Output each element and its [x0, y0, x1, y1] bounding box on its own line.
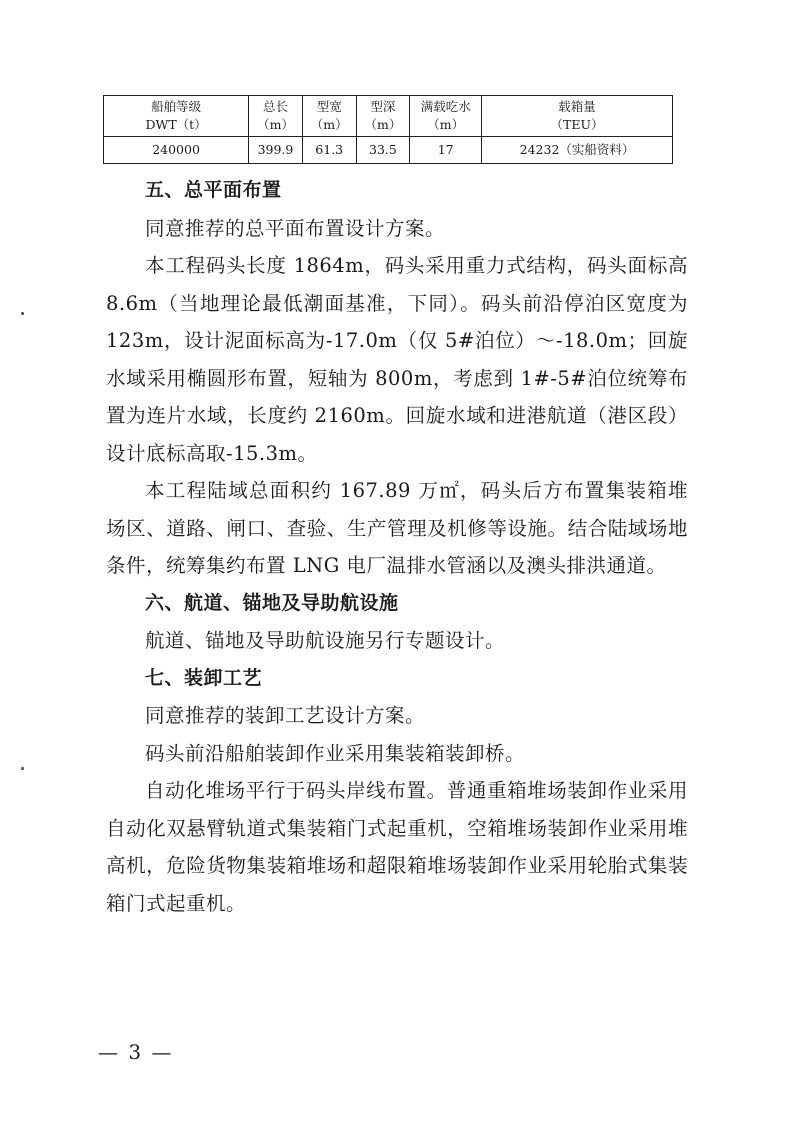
section-heading-channel: 六、航道、锚地及导助航设施 [145, 591, 399, 614]
header-cell-depth: 型深 （m） [356, 96, 410, 137]
paragraph: 码头前沿船舶装卸作业采用集装箱装卸桥。 [145, 741, 526, 765]
header-cell-ship-class: 船舶等级 DWT（t） [104, 96, 249, 137]
scan-speck [21, 767, 24, 770]
page-number: — 3 — [98, 1040, 174, 1064]
table-row [104, 137, 673, 164]
section-heading-layout: 五、总平面布置 [145, 179, 282, 201]
table-cell: 24232（实船资料） [482, 137, 673, 164]
header-cell-capacity: 载箱量 （TEU） [482, 96, 673, 137]
paragraph: 本工程码头长度 1864m，码头采用重力式结构，码头面标高 8.6m（当地理论最低潮面基准，下同）。码头前沿停泊区宽度为 123m，设计泥面标高为-17.0m（仅 5#泊位）～-18.0m；回旋水域采用椭圆形布置，短轴为 800m，考虑到 1#-5#泊位统筹布置为连片水域，长度约 2160m。回旋水域和进港航道（港区段）设计底标高取-15.3m。 [106, 254, 688, 465]
table-cell: 17 [410, 137, 482, 164]
table-header-row [104, 96, 673, 137]
vessel-spec-table [103, 95, 673, 164]
paragraph: 同意推荐的总平面布置设计方案。 [145, 216, 446, 240]
paragraph: 同意推荐的装卸工艺设计方案。 [145, 704, 426, 727]
paragraph: 本工程陆域总面积约 167.89 万㎡，码头后方布置集装箱堆场区、道路、闸口、查验、生产管理及机修等设施。结合陆域场地条件，统筹集约布置 LNG 电厂温排水管涵以及澳头排洪通道。 [106, 479, 688, 577]
table-cell: 399.9 [249, 137, 303, 164]
header-cell-draft: 满载吃水 （m） [410, 96, 482, 137]
table-cell: 61.3 [302, 137, 356, 164]
section-heading-handling: 七、装卸工艺 [145, 666, 263, 689]
scan-speck [21, 312, 24, 315]
table-cell: 240000 [104, 137, 249, 164]
document-body [106, 172, 688, 922]
paragraph: 航道、锚地及导助航设施另行专题设计。 [145, 629, 506, 652]
table-cell: 33.5 [356, 137, 410, 164]
header-cell-breadth: 型宽 （m） [302, 96, 356, 137]
header-cell-length: 总长 （m） [249, 96, 303, 137]
paragraph: 自动化堆场平行于码头岸线布置。普通重箱堆场装卸作业采用自动化双悬臂轨道式集装箱门式起重机，空箱堆场装卸作业采用堆高机，危险货物集装箱堆场和超限箱堆场装卸作业采用轮胎式集装箱门式起重机。 [106, 779, 688, 915]
